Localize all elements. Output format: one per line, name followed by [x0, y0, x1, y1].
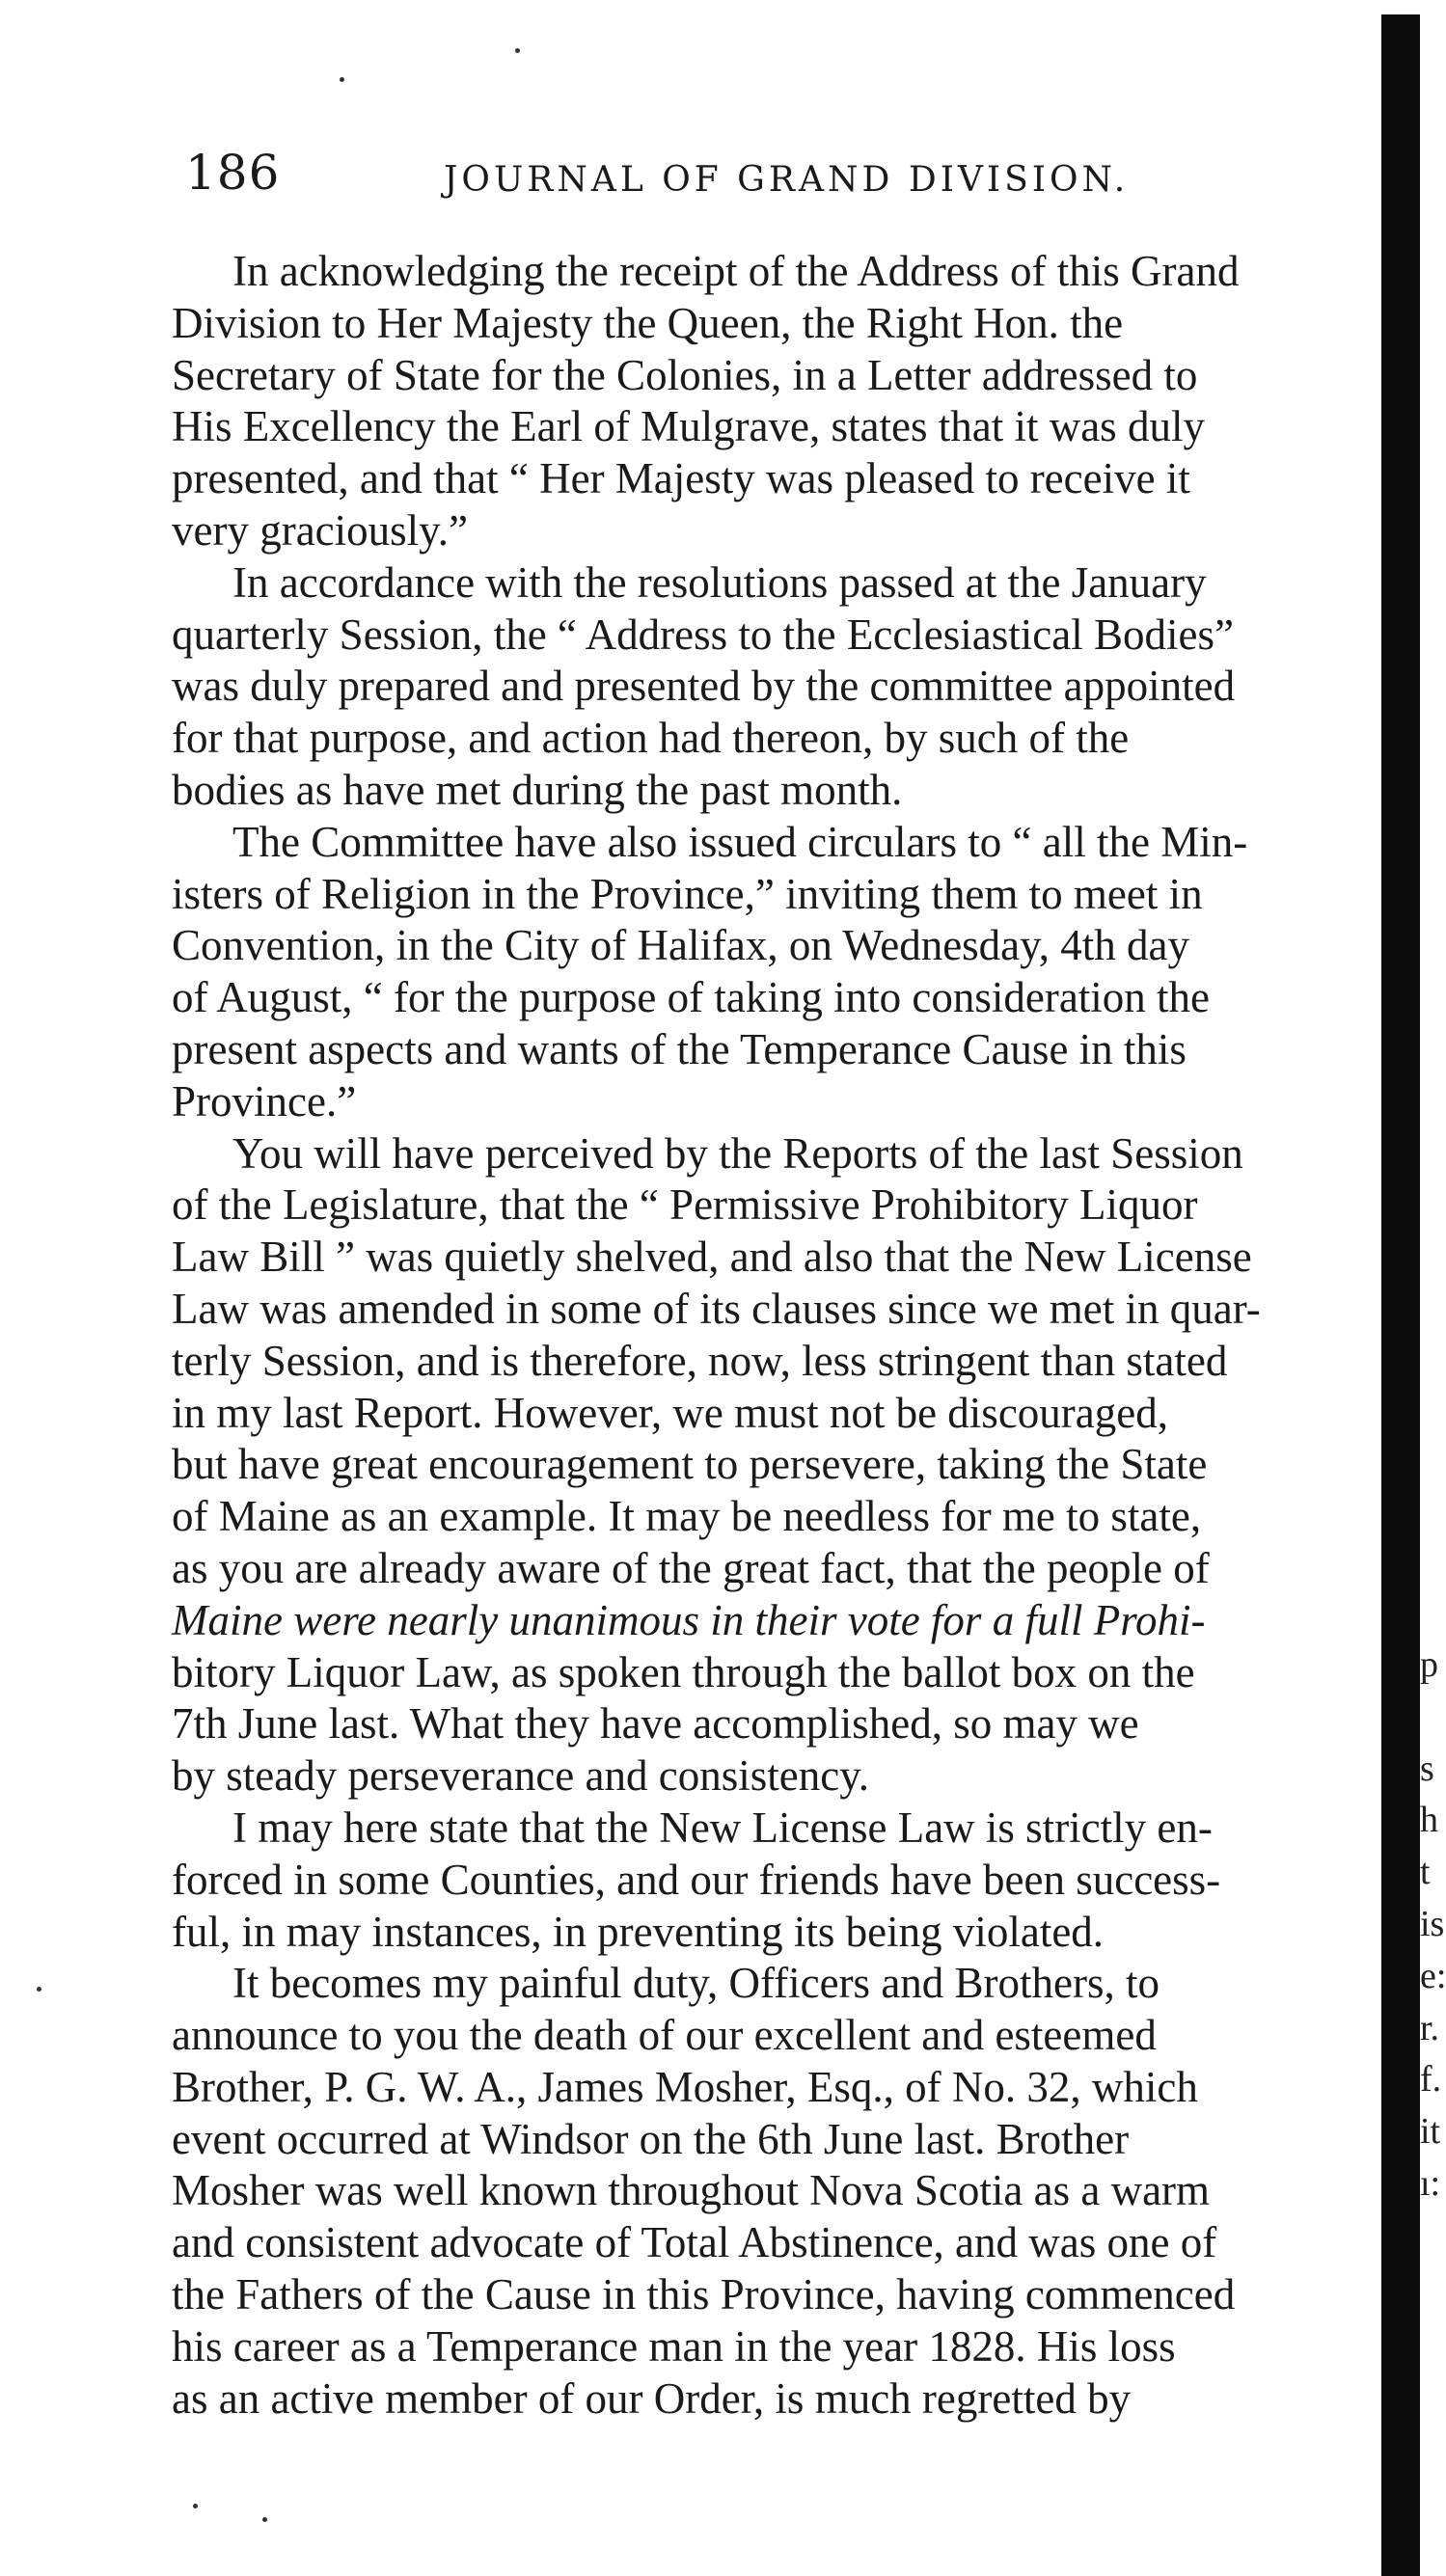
text-line: of the Legislature, that the “ Permissive Prohibitory Liquor	[172, 1180, 1198, 1230]
text-line: You will have perceived by the Reports of the last Session	[232, 1128, 1243, 1178]
text-line: in my last Report. However, we must not be discouraged,	[172, 1388, 1168, 1437]
text-line: announce to you the death of our excellent and esteemed	[172, 2011, 1157, 2060]
edge-fragment: ı:	[1420, 2162, 1441, 2204]
edge-fragment: it	[1420, 2111, 1441, 2153]
text-line: quarterly Session, the “ Address to the Ecclesiastical Bodies”	[172, 610, 1234, 659]
text-line: Law was amended in some of its clauses since we met in quar-	[172, 1284, 1261, 1333]
edge-fragments	[1420, 1640, 1446, 2210]
text-line: Law Bill ” was quietly shelved, and also that the New License	[172, 1233, 1252, 1282]
text-line: isters of Religion in the Province,” inviting them to meet in	[172, 869, 1203, 918]
page-number: 186	[185, 145, 281, 201]
text-line: of August, “ for the purpose of taking into consideration the	[172, 973, 1211, 1022]
text-line: ful, in may instances, in preventing its being violated.	[172, 1907, 1105, 1956]
text-line: Brother, P. G. W. A., James Mosher, Esq., of No. 32, which	[172, 2062, 1198, 2111]
edge-fragment: r.	[1420, 2007, 1440, 2048]
text-line: Convention, in the City of Halifax, on Wednesday, 4th day	[172, 921, 1189, 970]
text-line: Secretary of State for the Colonies, in a Letter addressed to	[172, 350, 1198, 399]
text-line: bodies as have met during the past month.	[172, 765, 903, 814]
text-line: Maine were nearly unanimous in their vote for a full Prohi-	[172, 1595, 1206, 1644]
speck-mark	[340, 77, 344, 82]
speck-mark	[193, 2504, 198, 2508]
text-line: for that purpose, and action had thereon, by such of the	[172, 714, 1130, 763]
text-line: It becomes my painful duty, Officers and Brothers, to	[232, 1959, 1160, 2008]
edge-fragment: p	[1420, 1644, 1438, 1685]
edge-fragment: s	[1420, 1748, 1434, 1789]
text-line: the Fathers of the Cause in this Province, having commenced	[172, 2270, 1236, 2319]
edge-fragment: is	[1420, 1903, 1445, 1944]
page-header	[174, 145, 1312, 212]
text-line: bitory Liquor Law, as spoken through the ballot box on the	[172, 1647, 1195, 1696]
text-line: of Maine as an example. It may be needless for me to state,	[172, 1492, 1202, 1541]
edge-fragment	[1420, 1692, 1443, 1744]
speck-mark	[37, 1987, 41, 1992]
text-line: I may here state that the New License Law is strictly en-	[232, 1803, 1213, 1852]
edge-fragment: e:	[1420, 1955, 1446, 1996]
text-line: was duly prepared and presented by the committee appointed	[172, 662, 1236, 711]
edge-fragment: f.	[1420, 2059, 1442, 2101]
text-line: His Excellency the Earl of Mulgrave, states that it was duly	[172, 402, 1205, 451]
text-line: Mosher was well known throughout Nova Scotia as a warm	[172, 2166, 1211, 2215]
text-line: terly Session, and is therefore, now, less stringent than stated	[172, 1336, 1228, 1385]
text-line: The Committee have also issued circulars to “ all the Min-	[232, 817, 1248, 866]
running-title: JOURNAL OF GRAND DIVISION.	[444, 160, 1130, 200]
text-line: present aspects and wants of the Temperance Cause in this	[172, 1024, 1187, 1073]
text-line: very graciously.”	[172, 505, 468, 555]
page-edge-shadow	[1381, 14, 1420, 2576]
text-line: by steady perseverance and consistency.	[172, 1751, 870, 1801]
speck-mark	[515, 48, 520, 53]
text-line: and consistent advocate of Total Abstinence, and was one of	[172, 2218, 1217, 2267]
text-line: as an active member of our Order, is much regretted by	[172, 2373, 1132, 2423]
text-line: Division to Her Majesty the Queen, the Right Hon. the	[172, 298, 1124, 347]
text-line: forced in some Counties, and our friends have been success-	[172, 1855, 1221, 1904]
edge-fragment: h	[1420, 1800, 1438, 1841]
text-line: 7th June last. What they have accomplished, so may we	[172, 1699, 1139, 1749]
text-line: In accordance with the resolutions passed at the January	[232, 557, 1207, 607]
text-line: his career as a Temperance man in the year 1828. His loss	[172, 2321, 1176, 2371]
body-text	[172, 246, 1416, 2425]
text-line: event occurred at Windsor on the 6th June last. Brother	[172, 2114, 1130, 2163]
text-line: but have great encouragement to persevere, taking the State	[172, 1440, 1208, 1489]
text-line: presented, and that “ Her Majesty was pleased to receive it	[172, 454, 1190, 503]
text-line: Province.”	[172, 1076, 357, 1125]
edge-fragment: t	[1420, 1852, 1431, 1893]
speck-mark	[262, 2517, 267, 2522]
text-line: as you are already aware of the great fact, that the people of	[172, 1543, 1210, 1592]
text-line: In acknowledging the receipt of the Address of this Grand	[232, 247, 1240, 295]
